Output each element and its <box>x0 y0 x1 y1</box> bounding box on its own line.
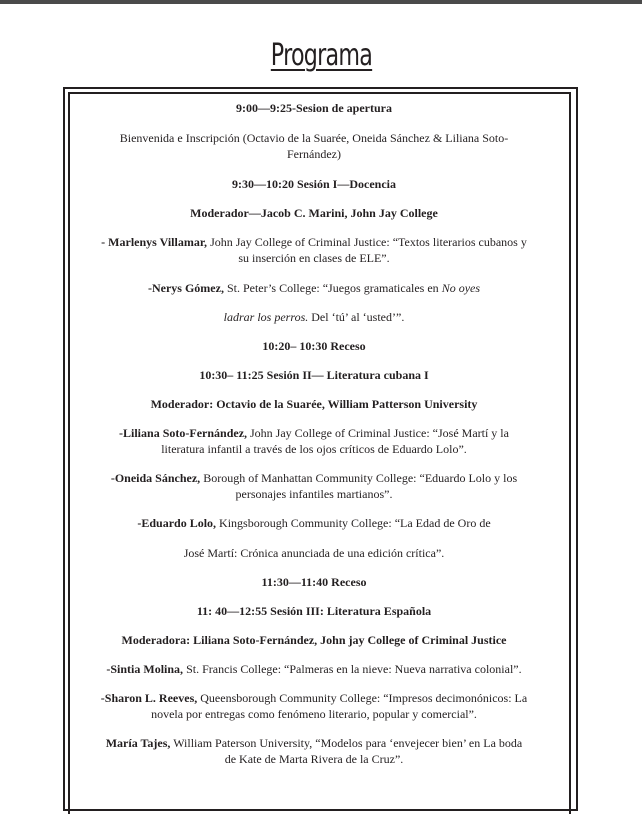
page-title: Programa <box>270 38 372 73</box>
session-2-moderator: Moderador: Octavio de la Suarée, William Patterson University <box>150 397 478 411</box>
talk-villamar: - Marlenys Villamar, John Jay College of Criminal Justice: “Textos literarios cubanos y su inserción en clases de ELE”. <box>101 235 527 265</box>
session-2-title: 10:30– 11:25 Sesión II— Literatura cubana I <box>199 368 429 382</box>
talk-molina: -Sintia Molina, St. Francis College: “Palmeras en la nieve: Nueva narrativa colonial”. <box>106 662 522 676</box>
talk-lolo: -Eduardo Lolo, Kingsborough Community College: “La Edad de Oro de <box>137 516 491 530</box>
session-3-title: 11: 40—12:55 Sesión III: Literatura Española <box>196 604 432 618</box>
talk-tajes: María Tajes, William Paterson University, “Modelos para ‘envejecer bien’ en La boda de Kate de Marta Rivera de la Cruz”. <box>105 736 523 766</box>
opening-session: 9:00—9:25-Sesion de apertura <box>236 101 392 115</box>
talk-lolo-cont: José Martí: Crónica anunciada de una edición crítica”. <box>183 546 445 560</box>
session-1-title: 9:30—10:20 Sesión I—Docencia <box>232 177 396 191</box>
break-2: 11:30—11:40 Receso <box>261 575 367 589</box>
top-border <box>0 0 642 4</box>
break-1: 10:20– 10:30 Receso <box>262 339 366 353</box>
session-3-moderator: Moderadora: Liliana Soto-Fernández, John jay College of Criminal Justice <box>121 633 507 647</box>
talk-soto-fernandez: -Liliana Soto-Fernández, John Jay College of Criminal Justice: “José Martí y la literatura infantil a través de los ojos críticos de Eduardo Lolo”. <box>119 426 509 456</box>
talk-gomez: -Nerys Gómez, St. Peter’s College: “Juegos gramaticales en No oyes <box>147 281 481 295</box>
session-1-moderator: Moderador—Jacob C. Marini, John Jay College <box>190 206 438 220</box>
talk-sanchez: -Oneida Sánchez, Borough of Manhattan Community College: “Eduardo Lolo y los personajes infantiles martianos”. <box>110 471 518 501</box>
talk-reeves: -Sharon L. Reeves, Queensborough Community College: “Impresos decimonónicos: La novela por entregas como fenómeno literario, popular y comercial”. <box>100 691 528 721</box>
welcome-line: Bienvenida e Inscripción (Octavio de la Suarée, Oneida Sánchez & Liliana Soto-Fernández) <box>119 131 509 161</box>
talk-gomez-cont: ladrar los perros. Del ‘tú’ al ‘usted’”. <box>223 310 405 324</box>
program-content <box>100 100 528 767</box>
